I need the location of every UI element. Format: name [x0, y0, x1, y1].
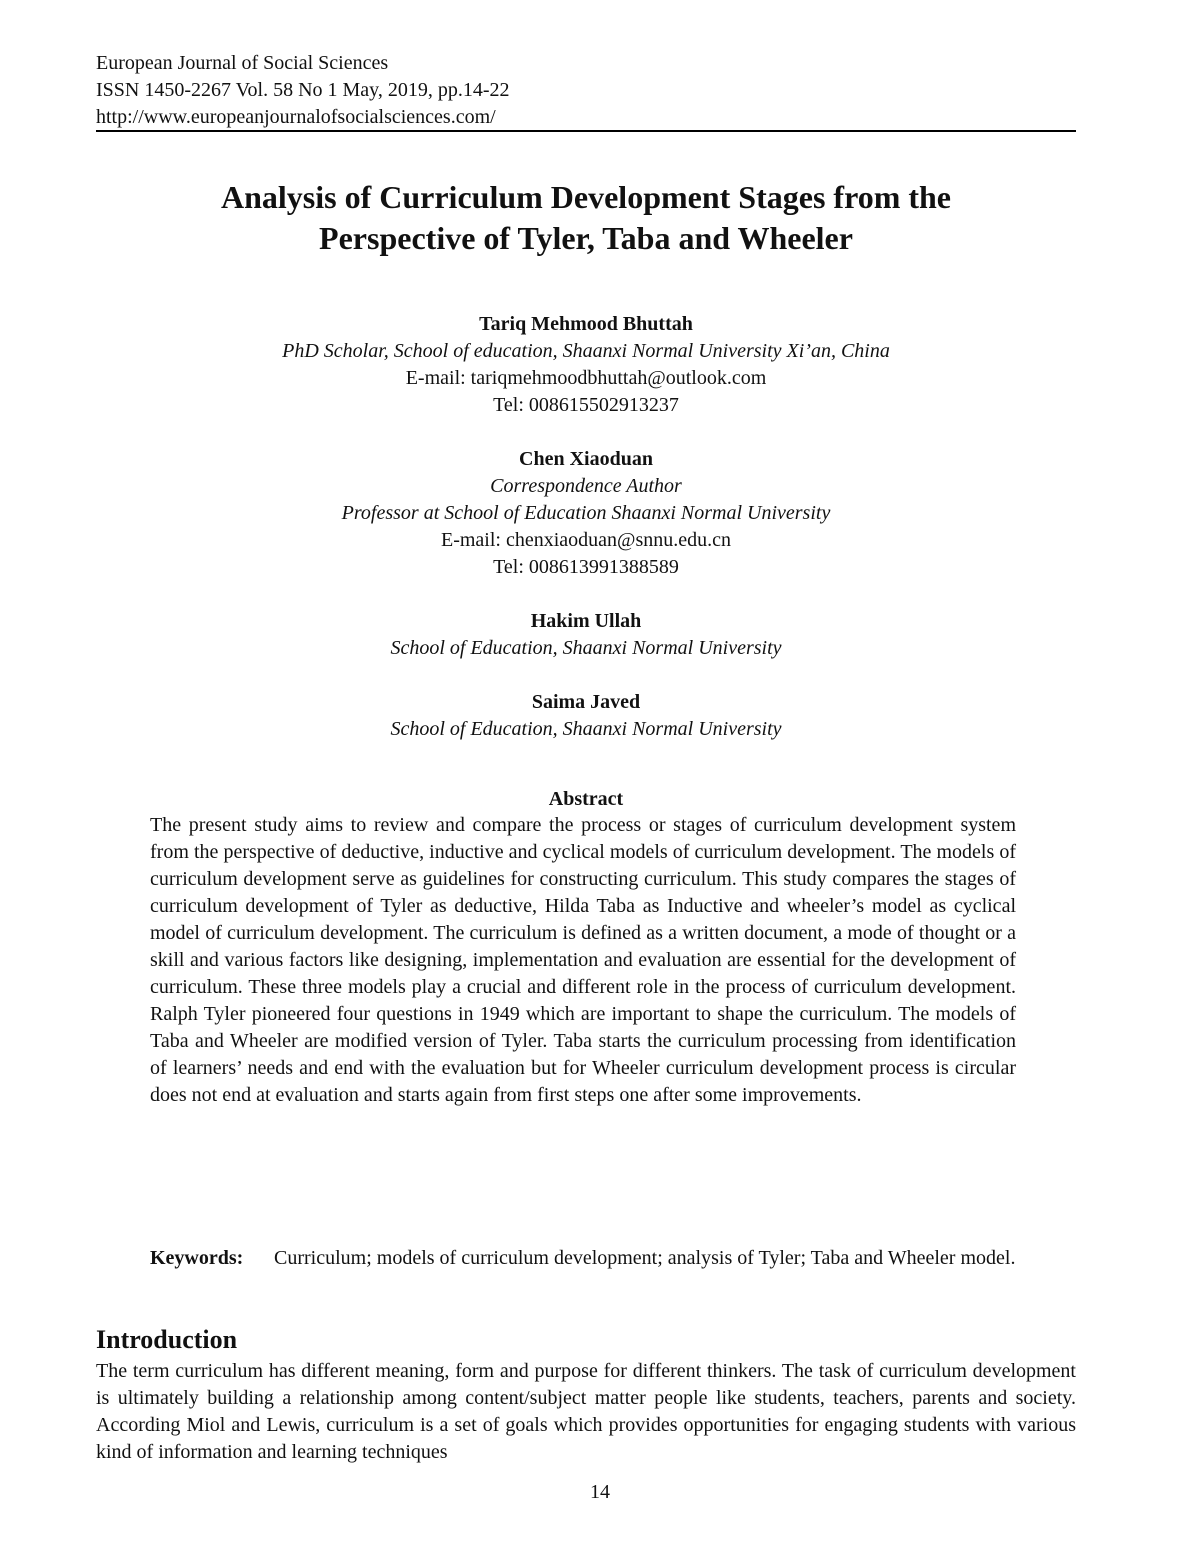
abstract-heading: Abstract [548, 788, 624, 810]
journal-name: European Journal of Social Sciences [96, 52, 389, 74]
author-affiliation: PhD Scholar, School of education, Shaanxi Normal University Xi’an, China [282, 340, 890, 362]
title-line-1: Analysis of Curriculum Development Stages from the [220, 179, 951, 215]
author-role: Correspondence Author [490, 475, 682, 497]
author-affiliation: Professor at School of Education Shaanxi Normal University [341, 502, 831, 524]
author-affiliation: School of Education, Shaanxi Normal University [390, 637, 782, 659]
author-block [96, 608, 1076, 662]
author-email: E-mail: chenxiaoduan@snnu.edu.cn [441, 529, 731, 551]
author-tel: Tel: 008615502913237 [493, 394, 679, 416]
journal-issue: ISSN 1450-2267 Vol. 58 No 1 May, 2019, pp.14-22 [96, 79, 510, 101]
author-name: Tariq Mehmood Bhuttah [479, 313, 693, 335]
title-line-2: Perspective of Tyler, Taba and Wheeler [319, 220, 853, 256]
author-affiliation: School of Education, Shaanxi Normal University [390, 718, 782, 740]
author-name: Saima Javed [531, 691, 641, 713]
author-block [96, 689, 1076, 743]
keywords-text: Curriculum; models of curriculum development; analysis of Tyler; Taba and Wheeler model. [274, 1247, 1016, 1269]
introduction-heading: Introduction [96, 1325, 238, 1354]
journal-url[interactable]: http://www.europeanjournalofsocialsciences.com/ [96, 106, 496, 128]
header-divider [96, 130, 1076, 132]
journal-header [96, 50, 1076, 131]
author-block [96, 311, 1076, 419]
page-number: 14 [590, 1481, 610, 1503]
keywords-label: Keywords: [150, 1247, 244, 1269]
paper-title [96, 177, 1076, 259]
author-email: E-mail: tariqmehmoodbhuttah@outlook.com [405, 367, 767, 389]
author-name: Chen Xiaoduan [519, 448, 653, 470]
introduction-text: The term curriculum has different meaning, form and purpose for different thinkers. The task of curriculum development is ultimately building a relationship among content/subject matter people like students, teachers, parents and society. According Miol and Lewis, curriculum is a set of goals which provides opportunities for engaging students with various kind of information and learning techniques [96, 1360, 1076, 1463]
author-block [96, 446, 1076, 581]
author-name: Hakim Ullah [530, 610, 642, 632]
abstract-text: The present study aims to review and compare the process or stages of curriculum development system from the perspective of deductive, inductive and cyclical models of curriculum development. The models of curriculum development serve as guidelines for constructing curriculum. This study compares the stages of curriculum development of Tyler as deductive, Hilda Taba as Inductive and wheeler’s model as cyclical model of curriculum development. The curriculum is defined as a written document, a mode of thought or a skill and various factors like designing, implementation and evaluation are essential for the development of curriculum. These three models play a crucial and different role in the process of curriculum development. Ralph Tyler pioneered four questions in 1949 which are important to shape the curriculum. The models of Taba and Wheeler are modified version of Tyler. Taba starts the curriculum processing from identification of learners’ needs and end with the evaluation but for Wheeler curriculum development process is circular does not end at evaluation and starts again from first steps one after some improvements. [150, 814, 1016, 1106]
author-list [96, 311, 1076, 770]
author-tel: Tel: 008613991388589 [493, 556, 679, 578]
